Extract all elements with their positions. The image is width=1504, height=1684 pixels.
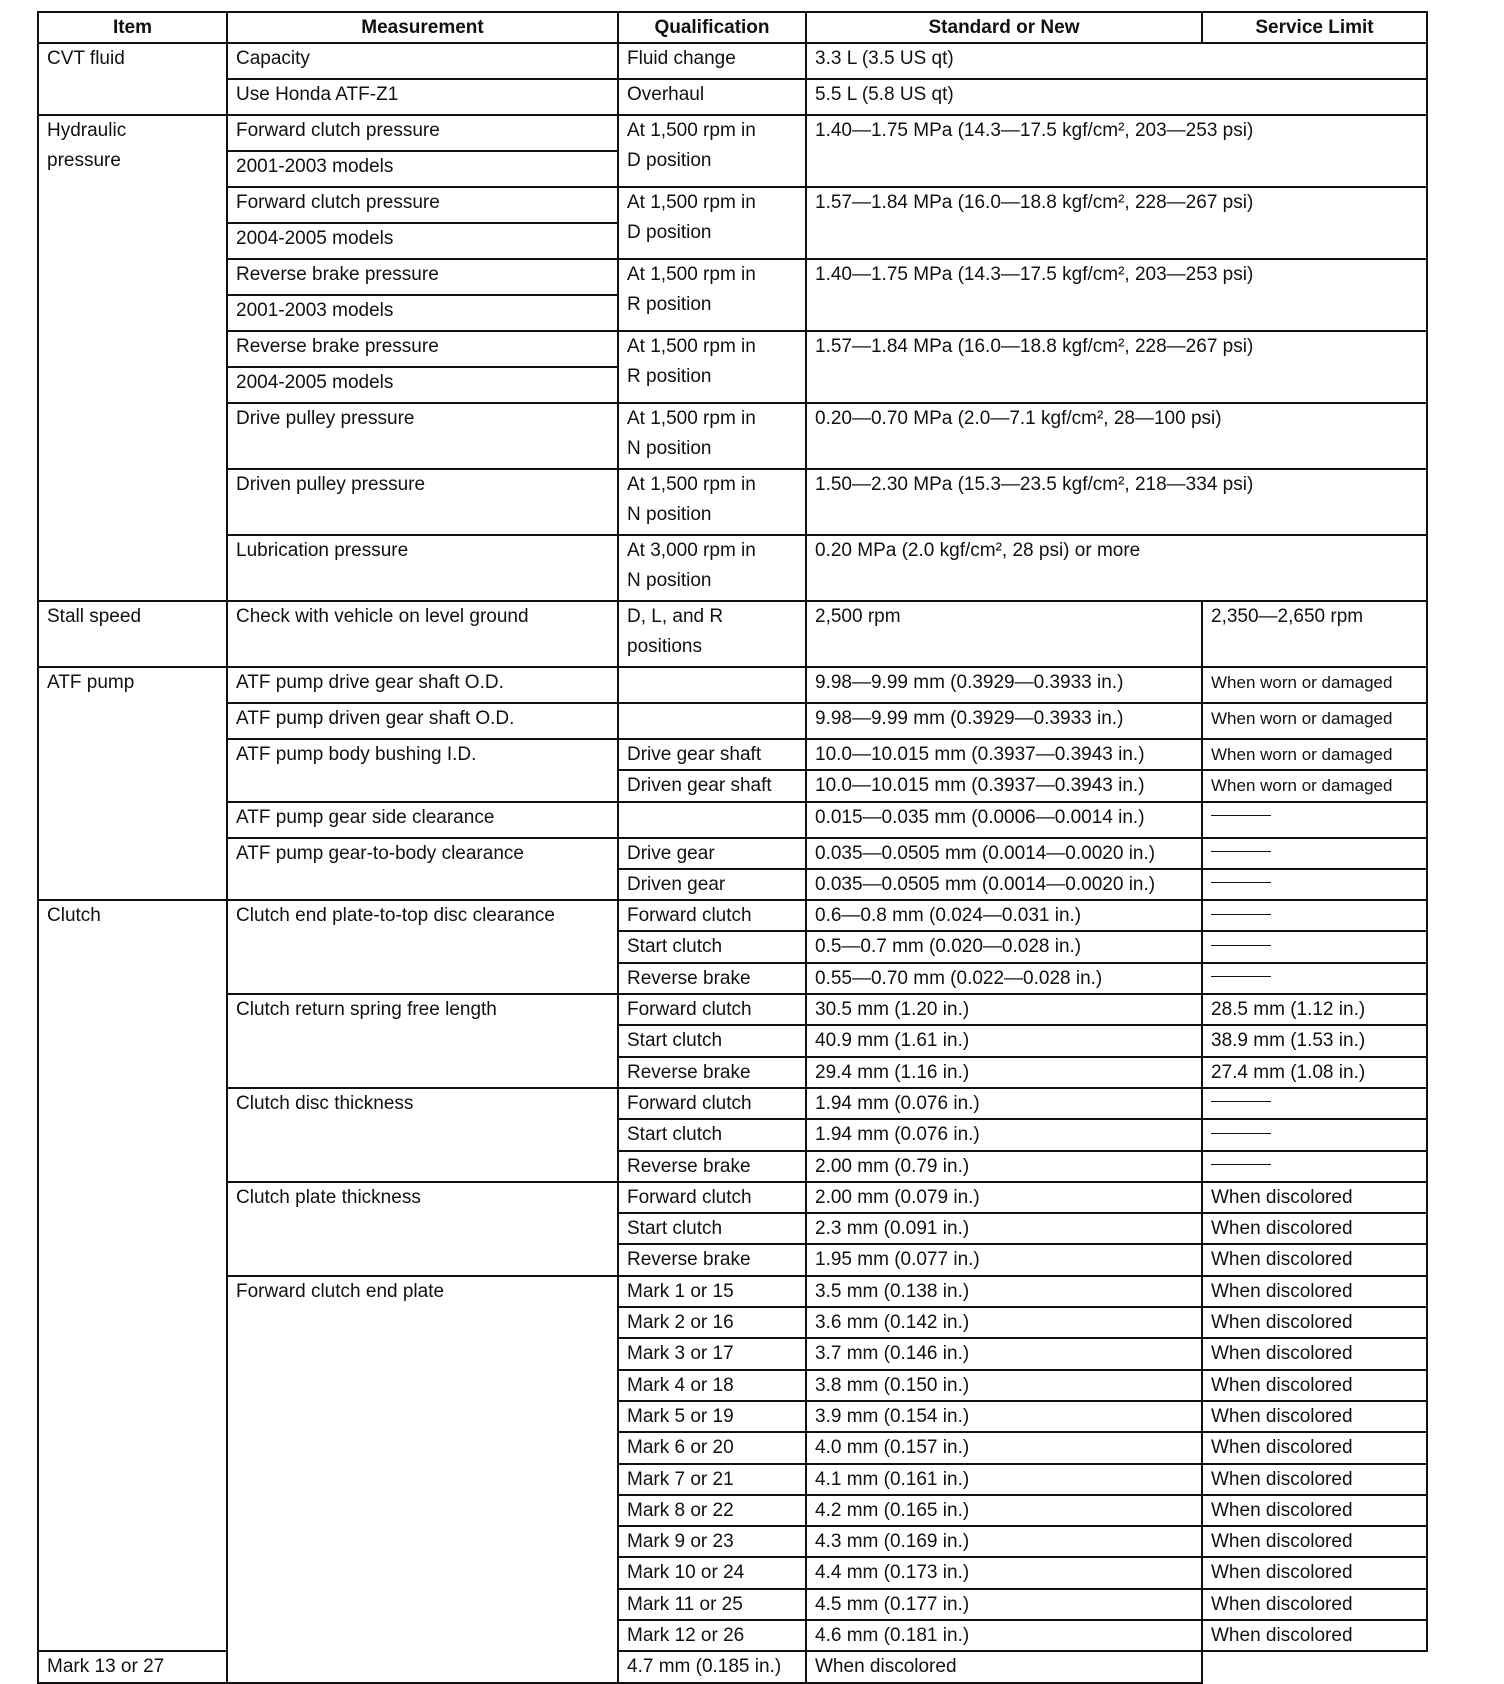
cell-standard: 4.5 mm (0.177 in.) xyxy=(806,1589,1202,1620)
standard-value: 1.40—1.75 MPa (14.3—17.5 kgf/cm², 203—253 psi) xyxy=(815,120,1254,141)
cell-standard: 4.4 mm (0.173 in.) xyxy=(806,1557,1202,1588)
cell-service-limit xyxy=(1202,802,1427,838)
cell-qualification: Drive gear xyxy=(618,838,806,869)
cell-qualification xyxy=(618,259,806,331)
qualification-label: R position xyxy=(627,366,712,387)
cell-measurement xyxy=(227,187,618,223)
cell-qualification xyxy=(618,703,806,739)
measurement-label: 2001-2003 models xyxy=(236,156,394,177)
cell-standard: 2.3 mm (0.091 in.) xyxy=(806,1213,1202,1244)
cell-service-limit: When discolored xyxy=(1202,1495,1427,1526)
table-row xyxy=(38,739,1427,770)
cell-standard: 4.6 mm (0.181 in.) xyxy=(806,1620,1202,1651)
standard-value: 2,500 rpm xyxy=(815,606,901,627)
qualification-label: D position xyxy=(627,150,712,171)
table-row xyxy=(38,331,1427,367)
cell-measurement xyxy=(227,79,618,115)
cell-item xyxy=(38,43,227,115)
cell-standard: 1.94 mm (0.076 in.) xyxy=(806,1088,1202,1119)
cell-service-limit: When discolored xyxy=(1202,1370,1427,1401)
cell-qualification: Mark 6 or 20 xyxy=(618,1432,806,1463)
cell-standard: 3.7 mm (0.146 in.) xyxy=(806,1338,1202,1369)
cell-service-limit: When discolored xyxy=(806,1651,1202,1682)
cell-measurement xyxy=(227,115,618,151)
item-label: ATF pump xyxy=(47,672,135,693)
cell-qualification: Driven gear shaft xyxy=(618,770,806,801)
standard-value: 1.57—1.84 MPa (16.0—18.8 kgf/cm², 228—267 psi) xyxy=(815,336,1254,357)
cell-service-limit: When discolored xyxy=(1202,1307,1427,1338)
dash-mark xyxy=(1211,914,1271,915)
cell-service-limit: When worn or damaged xyxy=(1202,703,1427,739)
header-standard: Standard or New xyxy=(806,12,1202,43)
measurement-label: Clutch return spring free length xyxy=(236,999,497,1021)
standard-value: 0.20 MPa (2.0 kgf/cm², 28 psi) or more xyxy=(815,540,1141,561)
cell-service-limit: When discolored xyxy=(1202,1244,1427,1275)
cell-qualification xyxy=(618,115,806,187)
cell-standard: 5.5 L (5.8 US qt) xyxy=(806,79,1427,115)
dash-mark xyxy=(1211,945,1271,946)
cell-measurement xyxy=(227,1276,618,1683)
qualification-label: At 1,500 rpm in xyxy=(627,120,756,141)
cell-qualification: Start clutch xyxy=(618,1119,806,1150)
dash-mark xyxy=(1211,815,1271,816)
cell-service-limit: When discolored xyxy=(1202,1464,1427,1495)
cell-service-limit xyxy=(1202,900,1427,931)
cell-qualification: Reverse brake xyxy=(618,1057,806,1088)
cell-standard: 30.5 mm (1.20 in.) xyxy=(806,994,1202,1025)
cell-qualification: Mark 9 or 23 xyxy=(618,1526,806,1557)
table-row xyxy=(38,79,1427,115)
cell-service-limit xyxy=(1202,963,1427,994)
cell-measurement xyxy=(227,994,618,1088)
measurement-label: Clutch end plate-to-top disc clearance xyxy=(236,905,555,927)
measurement-label: Forward clutch end plate xyxy=(236,1280,445,1302)
cell-qualification xyxy=(618,43,806,79)
cell-standard: 4.0 mm (0.157 in.) xyxy=(806,1432,1202,1463)
service-limit-value: 2,350—2,650 rpm xyxy=(1211,606,1364,627)
cell-standard: 3.5 mm (0.138 in.) xyxy=(806,1276,1202,1307)
cell-standard xyxy=(806,601,1202,667)
table-row xyxy=(38,115,1427,151)
cell-service-limit: When discolored xyxy=(1202,1589,1427,1620)
cell-qualification: Reverse brake xyxy=(618,963,806,994)
cell-standard xyxy=(806,115,1427,187)
cell-service-limit: 28.5 mm (1.12 in.) xyxy=(1202,994,1427,1025)
cell-standard: 40.9 mm (1.61 in.) xyxy=(806,1025,1202,1056)
cell-service-limit xyxy=(1202,869,1427,900)
cell-standard xyxy=(806,469,1427,535)
cell-qualification: Drive gear shaft xyxy=(618,739,806,770)
cell-standard: 0.6—0.8 mm (0.024—0.031 in.) xyxy=(806,900,1202,931)
item-label: pressure xyxy=(47,150,121,171)
cell-standard: 4.2 mm (0.165 in.) xyxy=(806,1495,1202,1526)
cell-qualification xyxy=(618,802,806,838)
cell-qualification: Mark 2 or 16 xyxy=(618,1307,806,1338)
measurement-label: Use Honda ATF-Z1 xyxy=(236,84,399,105)
cell-item xyxy=(38,115,227,601)
spec-table xyxy=(37,11,1428,1684)
measurement-label: Reverse brake pressure xyxy=(236,336,439,357)
cell-measurement xyxy=(227,535,618,601)
cell-qualification: Start clutch xyxy=(618,1213,806,1244)
cell-standard: 4.7 mm (0.185 in.) xyxy=(618,1651,806,1682)
qualification-label: N position xyxy=(627,438,712,459)
cell-measurement xyxy=(227,403,618,469)
cell-standard: 3.9 mm (0.154 in.) xyxy=(806,1401,1202,1432)
cell-standard: 4.1 mm (0.161 in.) xyxy=(806,1464,1202,1495)
cell-standard xyxy=(806,403,1427,469)
table-row xyxy=(38,838,1427,869)
cell-qualification xyxy=(618,535,806,601)
cell-measurement xyxy=(227,331,618,367)
cell-qualification xyxy=(618,601,806,667)
cell-qualification: Mark 1 or 15 xyxy=(618,1276,806,1307)
header-qualification: Qualification xyxy=(618,12,806,43)
table-row xyxy=(38,703,1427,739)
cell-service-limit: When discolored xyxy=(1202,1213,1427,1244)
cell-standard xyxy=(806,43,1427,79)
cell-qualification: Reverse brake xyxy=(618,1244,806,1275)
cell-standard: 10.0—10.015 mm (0.3937—0.3943 in.) xyxy=(806,770,1202,801)
table-row xyxy=(38,43,1427,79)
dash-mark xyxy=(1211,976,1271,977)
cell-standard xyxy=(806,331,1427,403)
cell-qualification: Mark 11 or 25 xyxy=(618,1589,806,1620)
table-row xyxy=(38,1182,1427,1213)
table-row xyxy=(38,900,1427,931)
cell-standard: 29.4 mm (1.16 in.) xyxy=(806,1057,1202,1088)
cell-qualification: Driven gear xyxy=(618,869,806,900)
cell-standard: 4.3 mm (0.169 in.) xyxy=(806,1526,1202,1557)
cell-measurement xyxy=(227,151,618,187)
cell-qualification: Mark 7 or 21 xyxy=(618,1464,806,1495)
dash-mark xyxy=(1211,882,1271,883)
cell-qualification: Mark 3 or 17 xyxy=(618,1338,806,1369)
qualification-label: Fluid change xyxy=(627,48,736,69)
cell-measurement xyxy=(227,295,618,331)
dash-mark xyxy=(1211,1101,1271,1102)
cell-service-limit: When discolored xyxy=(1202,1620,1427,1651)
cell-measurement xyxy=(227,601,618,667)
cell-qualification: Mark 10 or 24 xyxy=(618,1557,806,1588)
cell-standard: 0.015—0.035 mm (0.0006—0.0014 in.) xyxy=(806,802,1202,838)
cell-standard xyxy=(806,259,1427,331)
cell-qualification: Forward clutch xyxy=(618,1088,806,1119)
measurement-label: Forward clutch pressure xyxy=(236,192,440,213)
cell-item xyxy=(38,900,227,1651)
cell-service-limit: When discolored xyxy=(1202,1432,1427,1463)
measurement-label: Driven pulley pressure xyxy=(236,474,426,495)
cell-service-limit: When worn or damaged xyxy=(1202,667,1427,703)
dash-mark xyxy=(1211,851,1271,852)
standard-value: 3.3 L (3.5 US qt) xyxy=(815,48,954,69)
measurement-label: Forward clutch pressure xyxy=(236,120,440,141)
measurement-label: Lubrication pressure xyxy=(236,540,409,561)
cell-standard: 2.00 mm (0.079 in.) xyxy=(806,1182,1202,1213)
qualification-label: positions xyxy=(627,636,702,657)
cell-qualification xyxy=(618,187,806,259)
table-row xyxy=(38,1276,1427,1307)
cell-standard xyxy=(806,187,1427,259)
cell-standard: 2.00 mm (0.79 in.) xyxy=(806,1151,1202,1182)
cell-service-limit xyxy=(1202,1119,1427,1150)
item-label: Stall speed xyxy=(47,606,142,627)
cell-measurement xyxy=(227,900,618,994)
table-body xyxy=(38,43,1427,1683)
cell-qualification xyxy=(618,403,806,469)
cell-measurement xyxy=(227,223,618,259)
item-label: CVT fluid xyxy=(47,48,125,69)
standard-value: 1.50—2.30 MPa (15.3—23.5 kgf/cm², 218—334 psi) xyxy=(815,474,1254,495)
qualification-label: At 1,500 rpm in xyxy=(627,192,756,213)
cell-measurement xyxy=(227,469,618,535)
cell-standard xyxy=(806,535,1427,601)
cell-measurement xyxy=(227,838,618,901)
cell-qualification: Start clutch xyxy=(618,1025,806,1056)
cell-standard: 0.55—0.70 mm (0.022—0.028 in.) xyxy=(806,963,1202,994)
measurement-label: Capacity xyxy=(236,48,310,69)
measurement-label: ATF pump body bushing I.D. xyxy=(236,744,477,765)
cell-service-limit xyxy=(1202,1151,1427,1182)
cell-standard: 3.6 mm (0.142 in.) xyxy=(806,1307,1202,1338)
measurement-label: 2004-2005 models xyxy=(236,372,394,393)
cell-standard: 10.0—10.015 mm (0.3937—0.3943 in.) xyxy=(806,739,1202,770)
cell-item xyxy=(38,667,227,900)
cell-qualification xyxy=(618,469,806,535)
cell-standard: 9.98—9.99 mm (0.3929—0.3933 in.) xyxy=(806,703,1202,739)
cell-service-limit: 27.4 mm (1.08 in.) xyxy=(1202,1057,1427,1088)
qualification-label: R position xyxy=(627,294,712,315)
cell-measurement xyxy=(227,367,618,403)
measurement-label: Clutch plate thickness xyxy=(236,1186,421,1208)
table-row xyxy=(38,187,1427,223)
cell-standard: 0.035—0.0505 mm (0.0014—0.0020 in.) xyxy=(806,869,1202,900)
cell-qualification: Forward clutch xyxy=(618,1182,806,1213)
item-label: Clutch xyxy=(47,905,101,927)
standard-value: 1.40—1.75 MPa (14.3—17.5 kgf/cm², 203—253 psi) xyxy=(815,264,1254,285)
measurement-label: ATF pump drive gear shaft O.D. xyxy=(236,672,504,693)
measurement-label: ATF pump driven gear shaft O.D. xyxy=(236,708,515,729)
cell-service-limit: When discolored xyxy=(1202,1526,1427,1557)
cell-standard: 0.5—0.7 mm (0.020—0.028 in.) xyxy=(806,931,1202,962)
cell-qualification: Mark 12 or 26 xyxy=(618,1620,806,1651)
table-row xyxy=(38,259,1427,295)
cell-qualification: Mark 4 or 18 xyxy=(618,1370,806,1401)
header-item: Item xyxy=(38,12,227,43)
qualification-label: At 1,500 rpm in xyxy=(627,408,756,429)
header-service-limit: Service Limit xyxy=(1202,12,1427,43)
header-row xyxy=(38,12,1427,43)
cell-service-limit: When discolored xyxy=(1202,1401,1427,1432)
dash-mark xyxy=(1211,1164,1271,1165)
measurement-label: Reverse brake pressure xyxy=(236,264,439,285)
standard-value: 1.57—1.84 MPa (16.0—18.8 kgf/cm², 228—267 psi) xyxy=(815,192,1254,213)
cell-measurement xyxy=(227,703,618,739)
cell-service-limit xyxy=(1202,931,1427,962)
cell-measurement xyxy=(227,667,618,703)
qualification-label: D position xyxy=(627,222,712,243)
cell-service-limit xyxy=(1202,838,1427,869)
cell-qualification: Reverse brake xyxy=(618,1151,806,1182)
cell-service-limit xyxy=(1202,601,1427,667)
item-label: Hydraulic xyxy=(47,120,127,141)
standard-value: 0.20—0.70 MPa (2.0—7.1 kgf/cm², 28—100 psi) xyxy=(815,408,1222,429)
measurement-label: 2001-2003 models xyxy=(236,300,394,321)
cell-qualification: Mark 8 or 22 xyxy=(618,1495,806,1526)
cell-service-limit: 38.9 mm (1.53 in.) xyxy=(1202,1025,1427,1056)
qualification-label: At 3,000 rpm in xyxy=(627,540,756,561)
qualification-label: At 1,500 rpm in xyxy=(627,336,756,357)
measurement-label: Drive pulley pressure xyxy=(236,408,415,429)
header-measurement: Measurement xyxy=(227,12,618,43)
cell-service-limit: When discolored xyxy=(1202,1182,1427,1213)
dash-mark xyxy=(1211,1133,1271,1134)
cell-measurement xyxy=(227,1182,618,1276)
cell-measurement xyxy=(227,802,618,838)
cell-standard: 1.94 mm (0.076 in.) xyxy=(806,1119,1202,1150)
measurement-label: ATF pump gear-to-body clearance xyxy=(236,842,524,864)
cell-service-limit xyxy=(1202,1088,1427,1119)
cell-measurement xyxy=(227,1088,618,1182)
cell-qualification: Mark 5 or 19 xyxy=(618,1401,806,1432)
cell-standard: 0.035—0.0505 mm (0.0014—0.0020 in.) xyxy=(806,838,1202,869)
qualification-label: D, L, and R xyxy=(627,606,724,627)
cell-standard: 9.98—9.99 mm (0.3929—0.3933 in.) xyxy=(806,667,1202,703)
measurement-label: ATF pump gear side clearance xyxy=(236,806,495,828)
cell-qualification xyxy=(618,331,806,403)
cell-qualification: Forward clutch xyxy=(618,900,806,931)
cell-standard: 3.8 mm (0.150 in.) xyxy=(806,1370,1202,1401)
cell-service-limit: When discolored xyxy=(1202,1338,1427,1369)
cell-qualification: Mark 13 or 27 xyxy=(38,1651,227,1682)
table-row xyxy=(38,802,1427,838)
cell-service-limit: When worn or damaged xyxy=(1202,739,1427,770)
table-row xyxy=(38,994,1427,1025)
cell-measurement xyxy=(227,739,618,802)
cell-service-limit: When discolored xyxy=(1202,1276,1427,1307)
measurement-label: Clutch disc thickness xyxy=(236,1092,414,1114)
qualification-label: N position xyxy=(627,570,712,591)
cell-service-limit: When worn or damaged xyxy=(1202,770,1427,801)
table-row xyxy=(38,1088,1427,1119)
measurement-label: 2004-2005 models xyxy=(236,228,394,249)
cell-measurement xyxy=(227,259,618,295)
cell-qualification: Forward clutch xyxy=(618,994,806,1025)
cell-qualification xyxy=(618,667,806,703)
cell-service-limit: When discolored xyxy=(1202,1557,1427,1588)
cell-standard: 1.95 mm (0.077 in.) xyxy=(806,1244,1202,1275)
measurement-label: Check with vehicle on level ground xyxy=(236,606,529,627)
table-row xyxy=(38,667,1427,703)
qualification-label: At 1,500 rpm in xyxy=(627,474,756,495)
cell-measurement xyxy=(227,43,618,79)
qualification-label: N position xyxy=(627,504,712,525)
qualification-label: At 1,500 rpm in xyxy=(627,264,756,285)
cell-qualification: Overhaul xyxy=(618,79,806,115)
cell-qualification: Start clutch xyxy=(618,931,806,962)
cell-item xyxy=(38,601,227,667)
